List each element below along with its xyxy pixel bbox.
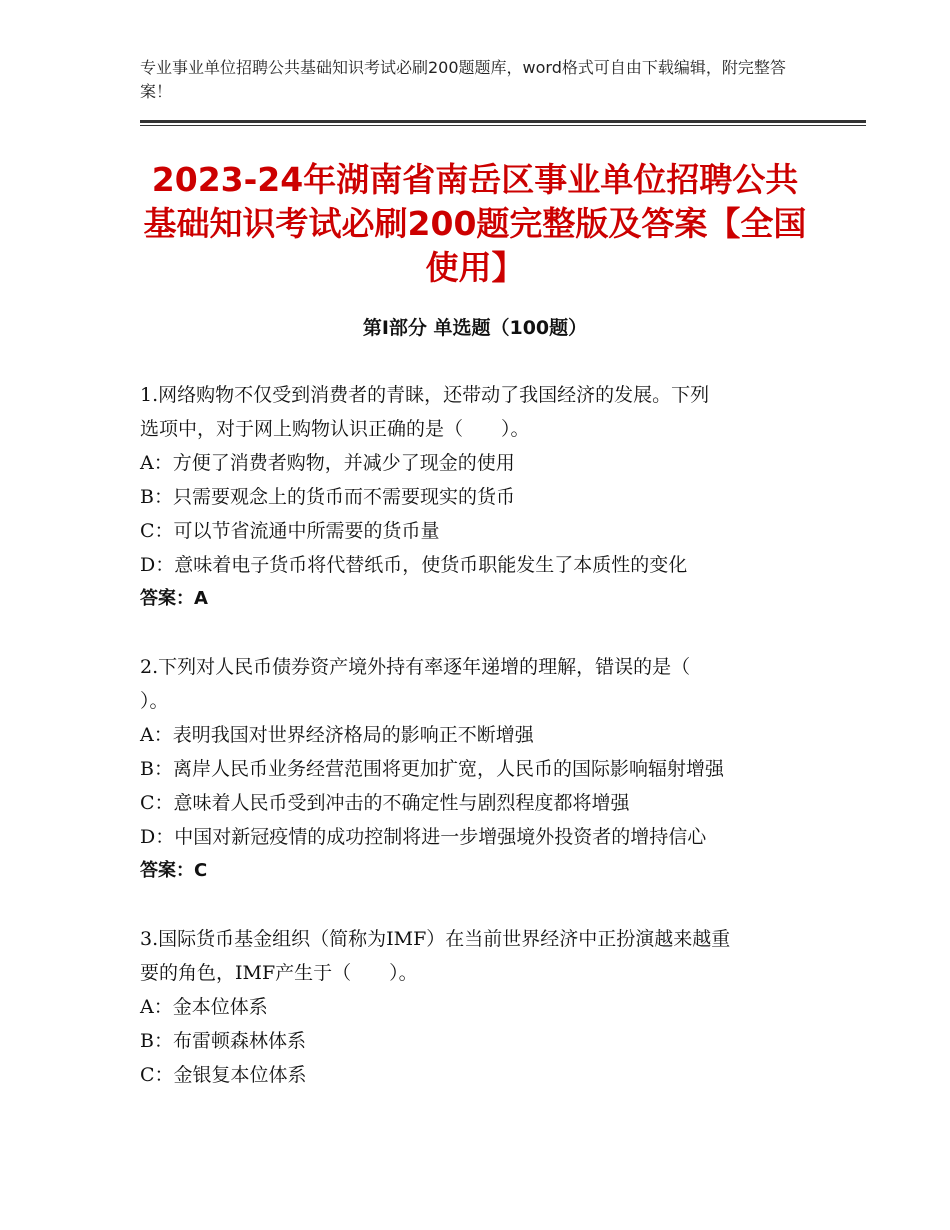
question-2-stem-line-2: ）。 [140, 690, 169, 712]
question-1-option-d: D：意味着电子货币将代替纸币，使货币职能发生了本质性的变化 [140, 554, 688, 576]
question-1-answer: 答案：A [140, 588, 208, 609]
question-2-option-d: D：中国对新冠疫情的成功控制将进一步增强境外投资者的增持信心 [140, 826, 707, 848]
question-3-stem-line-1: 3.国际货币基金组织（简称为IMF）在当前世界经济中正扮演越来越重 [140, 928, 731, 950]
section-heading: 第Ⅰ部分 单选题（100题） [362, 317, 588, 339]
question-2-option-b: B：离岸人民币业务经营范围将更加扩宽，人民币的国际影响辐射增强 [140, 758, 724, 780]
question-3 [140, 922, 810, 1092]
question-1-option-c: C：可以节省流通中所需要的货币量 [140, 520, 440, 542]
question-3-option-b: B：布雷顿森林体系 [140, 1030, 306, 1052]
question-3-option-c: C：金银复本位体系 [140, 1064, 307, 1086]
header-rule-thick [140, 120, 866, 123]
question-2-stem-line-1: 2.下列对人民币债券资产境外持有率逐年递增的理解，错误的是（ [140, 656, 691, 678]
document-title: 2023-24年湖南省南岳区事业单位招聘公共基础知识考试必刷200题完整版及答案【全国使用】 [143, 160, 807, 287]
header-rule-thin [140, 125, 866, 126]
header-note: 专业事业单位招聘公共基础知识考试必刷200题题库，word格式可自由下载编辑，附完整答案！ [140, 58, 786, 101]
question-3-stem-line-2: 要的角色，IMF产生于（ ）。 [140, 962, 418, 984]
question-1-option-b: B：只需要观念上的货币而不需要现实的货币 [140, 486, 515, 508]
question-2-option-a: A：表明我国对世界经济格局的影响正不断增强 [140, 724, 534, 746]
question-2-answer: 答案：C [140, 860, 208, 881]
question-1-stem-line-2: 选项中，对于网上购物认识正确的是（ ）。 [140, 418, 530, 440]
question-1 [140, 378, 810, 616]
question-3-option-a: A：金本位体系 [140, 996, 268, 1018]
question-1-stem-line-1: 1.网络购物不仅受到消费者的青睐，还带动了我国经济的发展。下列 [140, 384, 710, 406]
question-list [140, 378, 810, 1126]
question-1-option-a: A：方便了消费者购物，并减少了现金的使用 [140, 452, 515, 474]
question-2 [140, 650, 810, 888]
question-2-option-c: C：意味着人民币受到冲击的不确定性与剧烈程度都将增强 [140, 792, 630, 814]
